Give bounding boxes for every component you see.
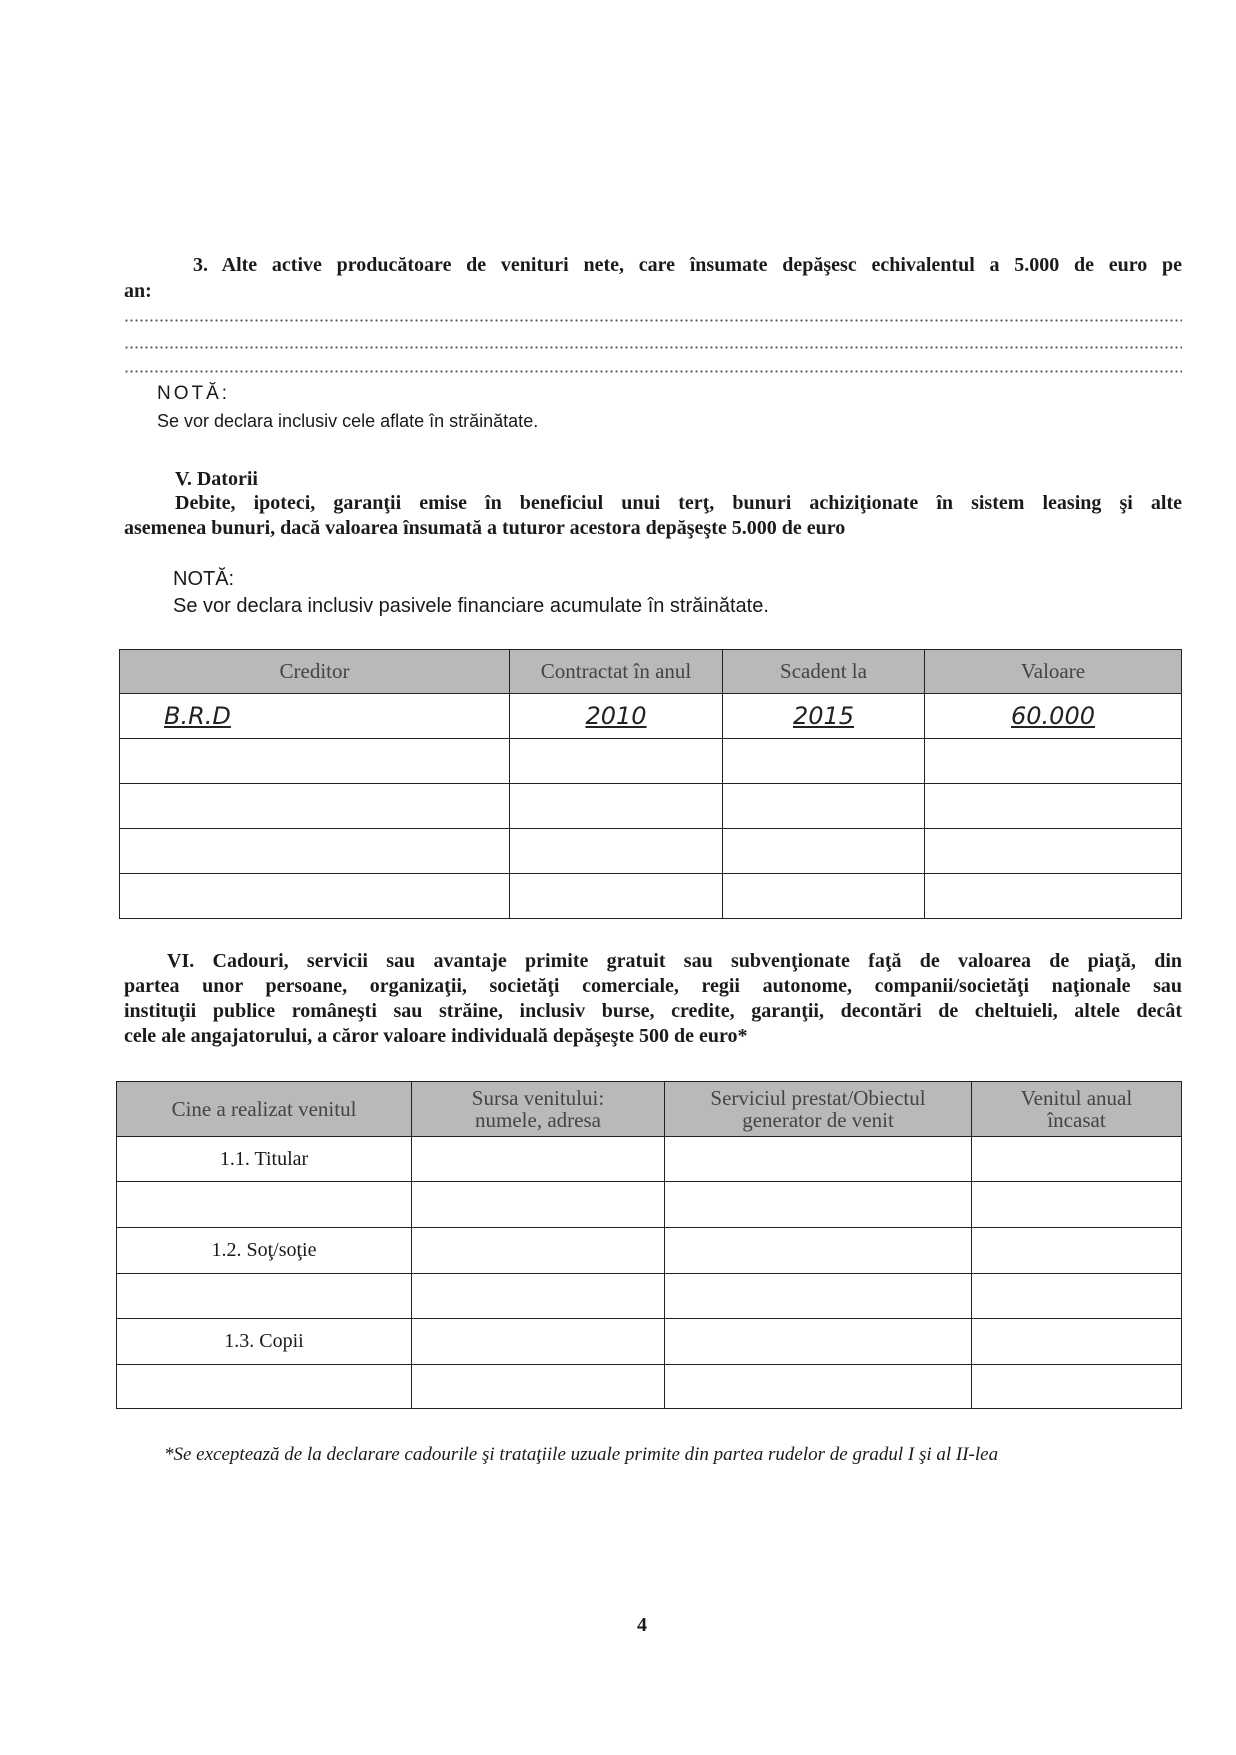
table-cell: 2010 [510,694,723,739]
table-cell [972,1228,1182,1274]
table-row [117,1182,1182,1228]
section3-title-line2: an: [124,280,152,302]
table-cell [665,1137,972,1182]
column-header-due-date: Scadent la [723,650,925,694]
table-row [117,1274,1182,1319]
table-cell [117,1182,412,1228]
column-header-source: Sursa venitului: numele, adresa [412,1082,665,1137]
table-cell [972,1137,1182,1182]
table-cell [510,784,723,829]
column-header-contract-year: Contractat în anul [510,650,723,694]
table-row [120,874,1182,919]
table-cell [925,829,1182,874]
table-cell [120,784,510,829]
nota-text: Se vor declara inclusiv pasivele financiare acumulate în străinătate. [173,595,769,617]
table-cell [665,1228,972,1274]
column-header-creditor: Creditor [120,650,510,694]
table-cell [665,1365,972,1409]
debts-table [119,649,1182,919]
section6-line4: cele ale angajatorului, a căror valoare individuală depăşeşte 500 de euro* [124,1025,748,1047]
dotted-line [124,346,1182,349]
column-header-service: Serviciul prestat/Obiectul generator de venit [665,1082,972,1137]
table-cell [412,1182,665,1228]
table-row [117,1365,1182,1409]
dotted-line [124,319,1182,322]
table-cell [723,739,925,784]
table-cell [510,874,723,919]
footnote: *Se exceptează de la declarare cadourile şi trataţiile uzuale primite din partea rudelor de gradul I şi al II-lea [164,1444,999,1465]
section6-line3: instituţii publice româneşti sau străine, inclusiv burse, credite, garanţii, decontări de cheltuieli, altele decât [124,1000,1182,1022]
table-header-row [120,650,1182,694]
table-row [120,829,1182,874]
table-cell [972,1182,1182,1228]
table-cell [117,1274,412,1319]
nota-label: NOTĂ: [173,568,235,590]
section3-title-line1: 3. Alte active producătoare de venituri nete, care însumate depăşesc echivalentul a 5.000 de euro pe [193,254,1182,276]
column-header-value: Valoare [925,650,1182,694]
table-cell [665,1319,972,1365]
table-row [117,1228,1182,1274]
table-cell [665,1182,972,1228]
row-label-children: 1.3. Copii [117,1319,412,1365]
section5-desc-line2: asemenea bunuri, dacă valoarea însumată a tuturor acestora depăşeşte 5.000 de euro [124,517,846,539]
column-header-annual-income: Venitul anual încasat [972,1082,1182,1137]
table-cell [925,739,1182,784]
table-cell [665,1274,972,1319]
section6-line2: partea unor persoane, organizaţii, societăţi comerciale, regii autonome, companii/societăţi naţionale sau [124,975,1182,997]
table-row [120,694,1182,739]
table-row [120,739,1182,784]
section6-line1: VI. Cadouri, servicii sau avantaje primite gratuit sau subvenţionate faţă de valoarea de piaţă, din [167,950,1182,972]
table-cell [120,874,510,919]
dotted-line [124,370,1182,373]
table-cell: B.R.D [120,694,510,739]
table-cell [412,1365,665,1409]
table-cell [972,1319,1182,1365]
table-cell: 2015 [723,694,925,739]
table-cell [412,1319,665,1365]
table-cell [723,874,925,919]
table-cell: 60.000 [925,694,1182,739]
nota-text: Se vor declara inclusiv cele aflate în străinătate. [157,411,539,431]
row-label-spouse: 1.2. Soţ/soţie [117,1228,412,1274]
table-row [117,1137,1182,1182]
table-cell [925,874,1182,919]
table-cell [925,784,1182,829]
table-cell [412,1137,665,1182]
table-header-row [117,1082,1182,1137]
gifts-table [116,1081,1182,1409]
nota-label: NOTĂ: [157,383,231,404]
table-cell [412,1228,665,1274]
column-header-who: Cine a realizat venitul [117,1082,412,1137]
table-cell [412,1274,665,1319]
table-cell [972,1274,1182,1319]
table-cell [117,1365,412,1409]
table-cell [972,1365,1182,1409]
row-label-titular: 1.1. Titular [117,1137,412,1182]
table-row [120,784,1182,829]
table-cell [723,784,925,829]
table-cell [510,829,723,874]
table-row [117,1319,1182,1365]
table-cell [120,829,510,874]
section5-desc-line1: Debite, ipoteci, garanţii emise în beneficiul unui terţ, bunuri achiziţionate în sistem leasing şi alte [175,492,1182,514]
page-number: 4 [637,1614,647,1636]
table-cell [510,739,723,784]
table-cell [723,829,925,874]
section5-heading: V. Datorii [175,468,258,490]
table-cell [120,739,510,784]
